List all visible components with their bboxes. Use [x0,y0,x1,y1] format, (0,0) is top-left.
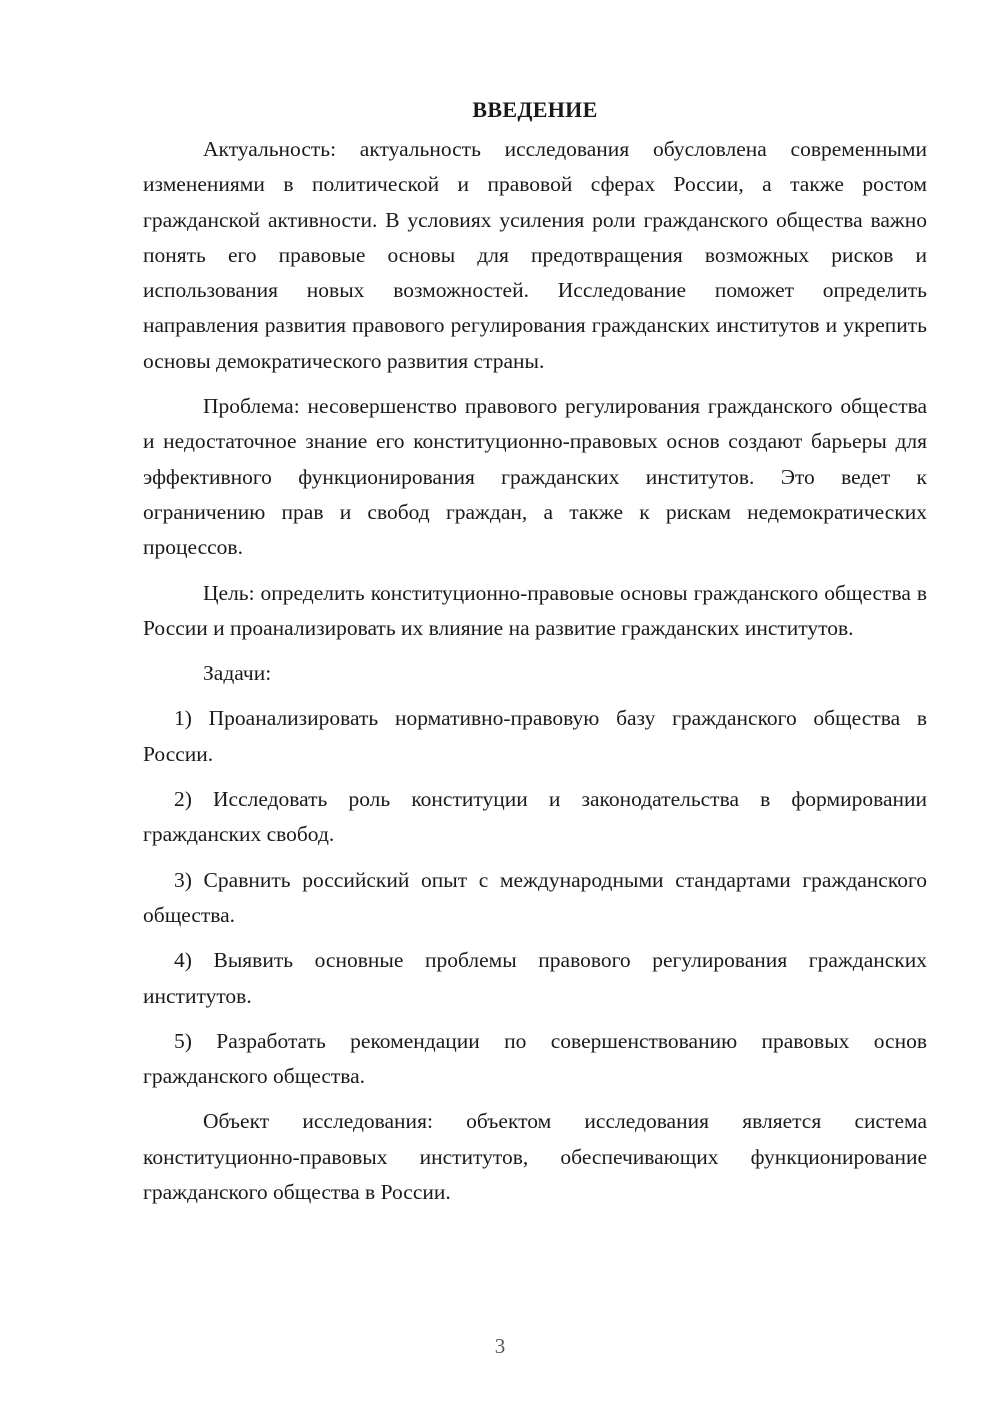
document-page [143,92,927,1220]
page-number: 3 [494,1334,506,1358]
relevance-paragraph: Актуальность: актуальность исследования обусловлена современными изменениями в политической и правовой сферах России, а также ростом гражданской активности. В условиях усиления роли гражданского общества важно понять его правовые основы для предотвращения возможных рисков и использования новых возможностей. Исследование поможет определить направления развития правового регулирования гражданских институтов и укрепить основы демократического развития страны. [143,137,927,373]
tasks-heading: Задачи: [203,661,272,686]
object-paragraph: Объект исследования: объектом исследования является система конституционно-правовых институтов, обеспечивающих функционирование гражданского общества в России. [143,1109,927,1205]
task-item-4: 4) Выявить основные проблемы правового регулирования гражданских институтов. [143,948,927,1008]
problem-paragraph: Проблема: несовершенство правового регулирования гражданского общества и недостаточное знание его конституционно-правовых основ создают барьеры для эффективного функционирования гражданских институтов. Это ведет к ограничению прав и свобод граждан, а также к рискам недемократических процессов. [143,394,927,560]
section-title: ВВЕДЕНИЕ [472,97,598,122]
task-item-3: 3) Сравнить российский опыт с международными стандартами гражданского общества. [143,867,927,927]
task-item-2: 2) Исследовать роль конституции и законодательства в формировании гражданских свобод. [143,787,927,847]
goal-paragraph: Цель: определить конституционно-правовые основы гражданского общества в России и проанализировать их влияние на развитие гражданских институтов. [143,580,927,640]
task-item-1: 1) Проанализировать нормативно-правовую базу гражданского общества в России. [143,706,927,766]
task-item-5: 5) Разработать рекомендации по совершенствованию правовых основ гражданского общества. [143,1028,927,1089]
